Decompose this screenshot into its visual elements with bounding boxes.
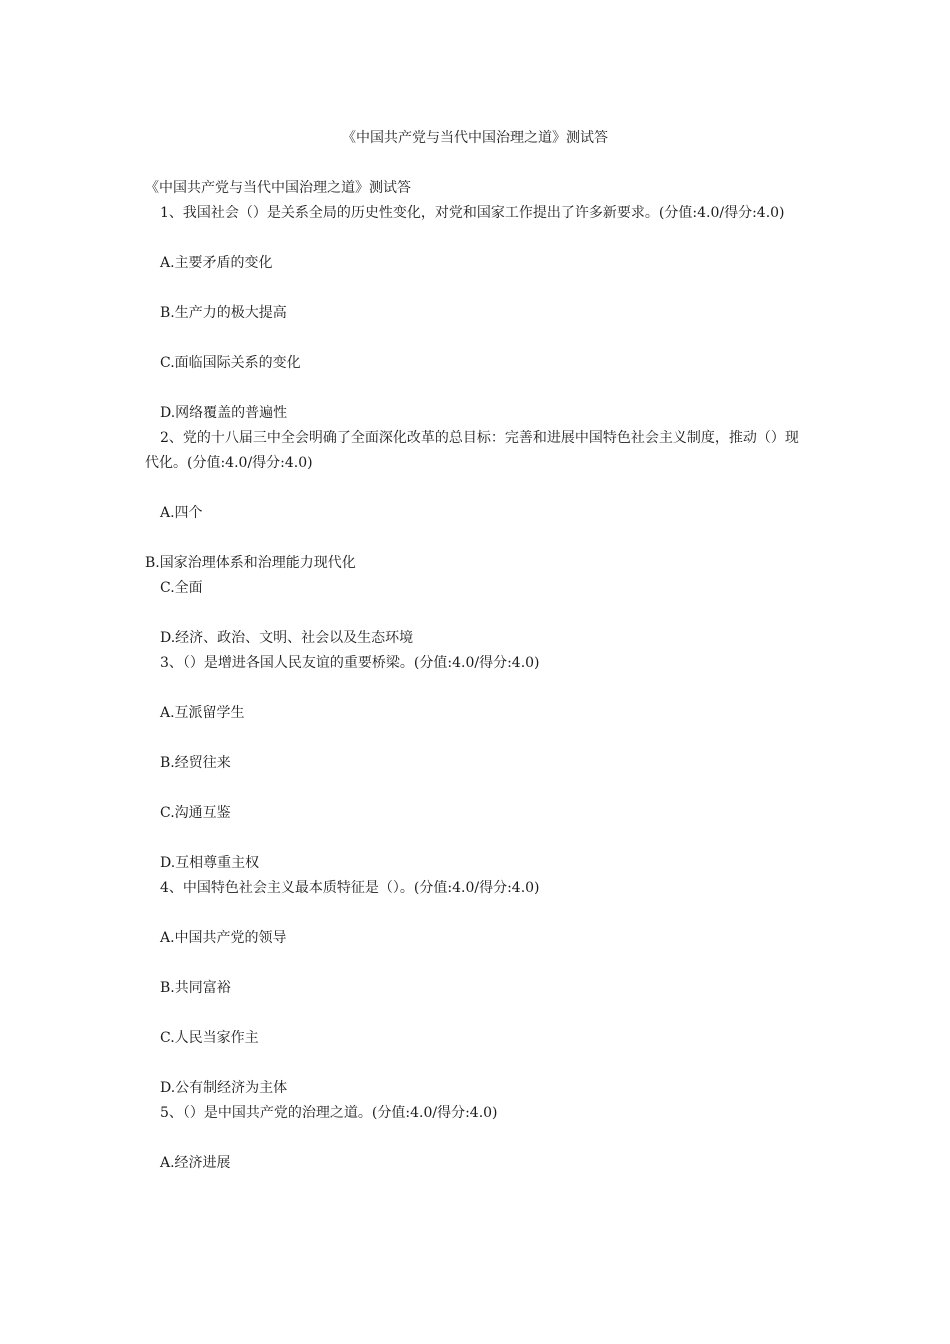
question-2-option-d: D.经济、政治、文明、社会以及生态环境	[160, 630, 414, 646]
question-5-option-a: A.经济进展	[160, 1155, 231, 1171]
question-5-text: 5、（）是中国共产党的治理之道。(分值:4.0/得分:4.0)	[160, 1105, 498, 1121]
document-subtitle: 《中国共产党与当代中国治理之道》测试答	[145, 180, 411, 196]
question-3-option-b: B.经贸往来	[160, 755, 231, 771]
question-4-option-d: D.公有制经济为主体	[160, 1080, 288, 1096]
question-4-option-b: B.共同富裕	[160, 980, 231, 996]
question-2-option-c: C.全面	[160, 580, 203, 596]
question-1-option-d: D.网络覆盖的普遍性	[160, 405, 288, 421]
document-body	[145, 176, 810, 1176]
question-1-text: 1、我国社会（）是关系全局的历史性变化，对党和国家工作提出了许多新要求。(分值:4.0/得分:4.0)	[160, 205, 785, 221]
question-2-text: 2、党的十八届三中全会明确了全面深化改革的总目标：完善和进展中国特色社会主义制度，推动（）现代化。(分值:4.0/得分:4.0)	[145, 430, 799, 471]
question-3-text: 3、（）是增进各国人民友谊的重要桥梁。(分值:4.0/得分:4.0)	[160, 655, 540, 671]
question-3-option-a: A.互派留学生	[160, 705, 245, 721]
question-3-option-c: C.沟通互鉴	[160, 805, 231, 821]
question-1-option-b: B.生产力的极大提高	[160, 305, 287, 321]
question-1-option-c: C.面临国际关系的变化	[160, 355, 301, 371]
question-2-option-b: B.国家治理体系和治理能力现代化	[145, 555, 356, 571]
document-title: 《中国共产党与当代中国治理之道》测试答	[342, 130, 608, 146]
question-4-text: 4、中国特色社会主义最本质特征是（）。(分值:4.0/得分:4.0)	[160, 880, 540, 896]
question-1-option-a: A.主要矛盾的变化	[160, 255, 273, 271]
question-4-option-a: A.中国共产党的领导	[160, 930, 287, 946]
question-2-option-a: A.四个	[160, 505, 203, 521]
question-3-option-d: D.互相尊重主权	[160, 855, 260, 871]
question-4-option-c: C.人民当家作主	[160, 1030, 259, 1046]
